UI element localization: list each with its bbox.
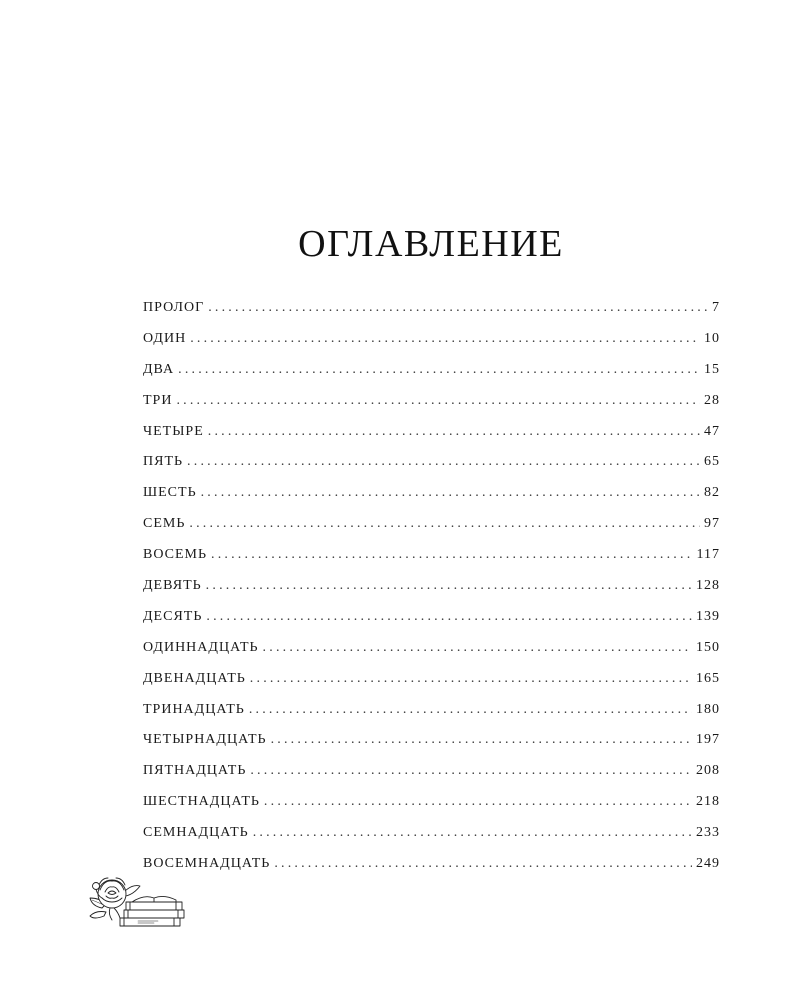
page-title: ОГЛАВЛЕНИЕ	[298, 223, 564, 265]
dot-leader	[178, 362, 700, 378]
toc-entry-page: 7	[712, 300, 720, 315]
toc-entry-page: 165	[696, 670, 720, 686]
toc-entry-label: ВОСЕМЬ	[143, 547, 207, 563]
dot-leader	[249, 702, 692, 718]
toc-entry-page: 28	[704, 392, 720, 408]
toc-entry[interactable]	[143, 331, 720, 362]
dot-leader	[250, 671, 692, 687]
toc-entry[interactable]	[143, 763, 720, 794]
dot-leader	[264, 794, 692, 810]
toc-entry-page: 249	[696, 856, 720, 872]
toc-entry[interactable]	[143, 856, 720, 887]
toc-entry-page: 117	[696, 547, 720, 563]
table-of-contents	[143, 300, 720, 887]
toc-entry-label: ТРИНАДЦАТЬ	[143, 701, 245, 717]
toc-entry-page: 82	[704, 485, 720, 501]
toc-entry[interactable]	[143, 516, 720, 547]
dot-leader	[250, 763, 692, 779]
dot-leader	[176, 393, 700, 409]
dot-leader	[189, 516, 700, 532]
toc-entry-page: 97	[704, 516, 720, 532]
toc-entry-page: 218	[696, 794, 720, 810]
toc-entry-page: 10	[704, 330, 720, 346]
dot-leader	[201, 485, 700, 501]
toc-entry-label: ОДИННАДЦАТЬ	[143, 639, 259, 655]
toc-entry-page: 139	[696, 608, 720, 624]
toc-entry[interactable]	[143, 300, 720, 331]
toc-entry-page: 208	[696, 763, 720, 779]
toc-entry-page: 65	[704, 454, 720, 470]
toc-entry-page: 180	[696, 701, 720, 717]
toc-entry-label: ЧЕТЫРНАДЦАТЬ	[143, 732, 267, 748]
toc-entry[interactable]	[143, 671, 720, 702]
flower-and-books-icon	[88, 872, 188, 930]
dot-leader	[211, 547, 693, 563]
toc-entry[interactable]	[143, 454, 720, 485]
dot-leader	[271, 732, 692, 748]
toc-entry[interactable]	[143, 424, 720, 455]
toc-entry[interactable]	[143, 702, 720, 733]
toc-entry-label: ПЯТНАДЦАТЬ	[143, 763, 247, 779]
toc-entry[interactable]	[143, 362, 720, 393]
toc-entry[interactable]	[143, 547, 720, 578]
toc-entry-label: ДЕСЯТЬ	[143, 608, 203, 624]
toc-entry[interactable]	[143, 732, 720, 763]
toc-entry-label: ЧЕТЫРЕ	[143, 423, 204, 439]
dot-leader	[187, 454, 700, 470]
toc-entry-label: СЕМЬ	[143, 516, 186, 532]
dot-leader	[263, 640, 692, 656]
toc-entry[interactable]	[143, 485, 720, 516]
toc-entry-page: 233	[696, 825, 720, 841]
toc-entry-label: СЕМНАДЦАТЬ	[143, 825, 249, 841]
dot-leader	[253, 825, 692, 841]
toc-entry-label: ТРИ	[143, 392, 173, 408]
toc-entry[interactable]	[143, 609, 720, 640]
toc-entry-label: ПЯТЬ	[143, 454, 184, 470]
toc-entry-label: ДВЕНАДЦАТЬ	[143, 670, 246, 686]
dot-leader	[190, 331, 700, 347]
toc-entry-page: 47	[704, 423, 720, 439]
toc-entry[interactable]	[143, 640, 720, 671]
toc-entry-label: ОДИН	[143, 330, 187, 346]
toc-entry-page: 128	[696, 578, 720, 594]
dot-leader	[206, 578, 692, 594]
dot-leader	[206, 609, 692, 625]
dot-leader	[274, 856, 692, 872]
toc-entry-page: 197	[696, 732, 720, 748]
toc-entry-label: ДЕВЯТЬ	[143, 578, 202, 594]
toc-entry-label: ПРОЛОГ	[143, 300, 205, 315]
dot-leader	[208, 300, 708, 316]
toc-entry-label: ШЕСТЬ	[143, 485, 197, 501]
toc-entry-page: 150	[696, 639, 720, 655]
toc-entry-label: ВОСЕМНАДЦАТЬ	[143, 856, 271, 872]
toc-entry[interactable]	[143, 794, 720, 825]
toc-entry-label: ДВА	[143, 361, 175, 377]
toc-entry-label: ШЕСТНАДЦАТЬ	[143, 794, 260, 810]
toc-entry[interactable]	[143, 578, 720, 609]
toc-entry-page: 15	[704, 361, 720, 377]
dot-leader	[208, 424, 700, 440]
toc-entry[interactable]	[143, 825, 720, 856]
toc-entry[interactable]	[143, 393, 720, 424]
